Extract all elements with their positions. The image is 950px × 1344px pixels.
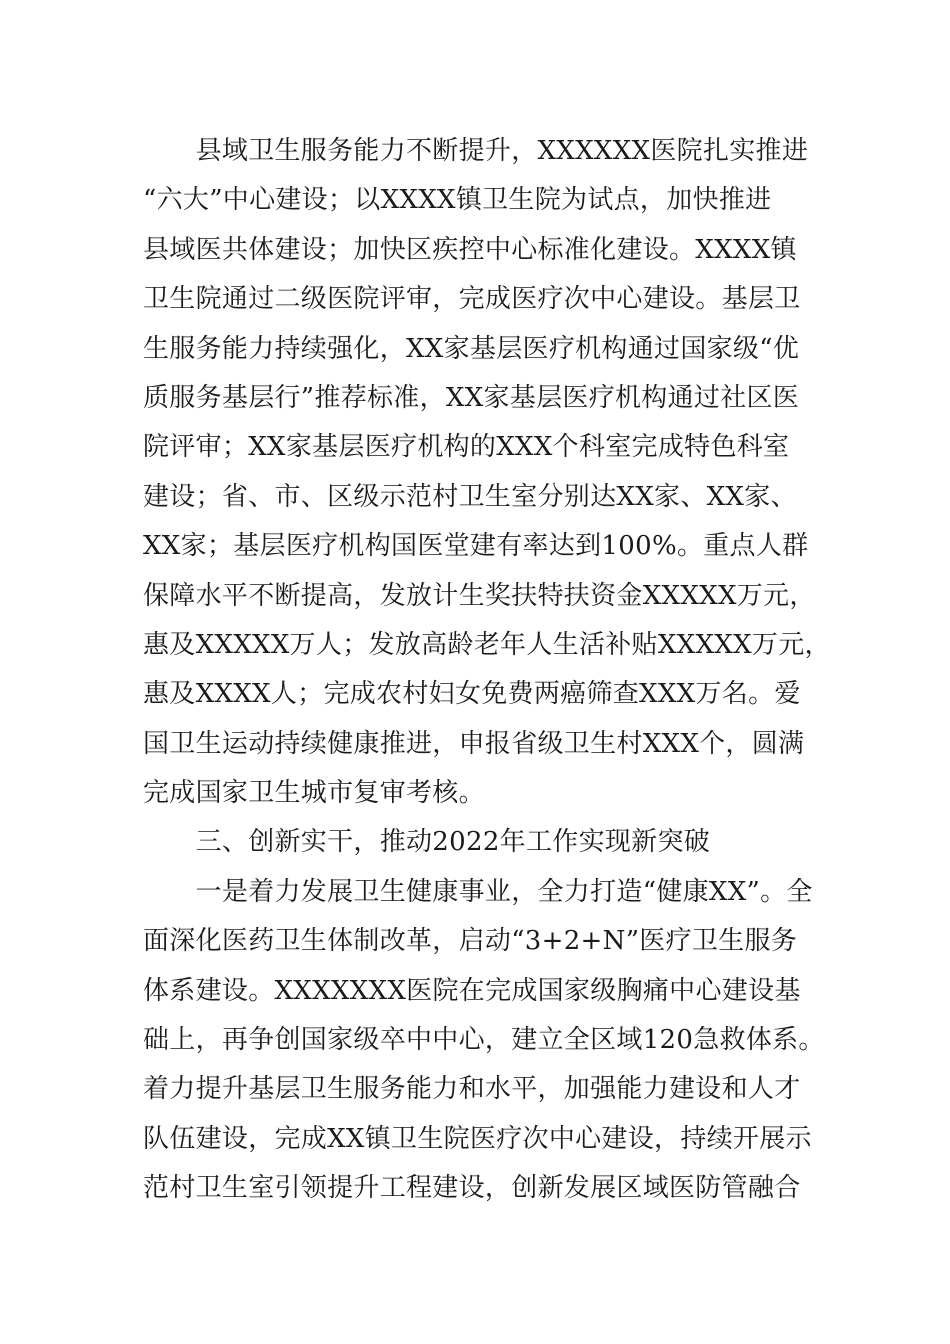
paragraph-line: 完成国家卫生城市复审考核。 [143, 778, 485, 809]
paragraph-line: 面深化医药卫生体制改革，启动“3+2+N”医疗卫生服务 [143, 926, 798, 957]
paragraph-line: 保障水平不断提高，发放计生奖扶特扶资金XXXXX万元， [143, 580, 816, 611]
paragraph-line: 县域卫生服务能力不断提升，XXXXXX医院扎实推进 [143, 136, 809, 166]
paragraph-line: 卫生院通过二级医院评审，完成医疗次中心建设。基层卫 [143, 284, 801, 315]
paragraph-line: 惠及XXXX人；完成农村妇女免费两癌筛查XXX万名。爱 [143, 679, 801, 710]
paragraph-line: 院评审；XX家基层医疗机构的XXX个科室完成特色科室 [143, 432, 790, 463]
paragraph-line: 国卫生运动持续健康推进，申报省级卫生村XXX个，圆满 [143, 728, 805, 759]
paragraph-line: 体系建设。XXXXXXX医院在完成国家级胸痛中心建设基 [143, 975, 801, 1006]
paragraph-line: 建设；省、市、区级示范村卫生室分别达XX家、XX家、 [143, 481, 797, 512]
paragraph-line: 范村卫生室引领提升工程建设，创新发展区域医防管融合 [143, 1173, 801, 1204]
paragraph-line: XX家；基层医疗机构国医堂建有率达到100%。重点人群 [143, 531, 809, 562]
paragraph-line: 一是着力发展卫生健康事业，全力打造“健康XX”。全 [143, 876, 813, 907]
document-body [143, 127, 833, 1214]
paragraph-line: 础上，再争创国家级卒中中心，建立全区域120急救体系。 [143, 1025, 825, 1056]
section-heading: 三、创新实干，推动2022年工作实现新突破 [143, 827, 711, 858]
paragraph-line: 着力提升基层卫生服务能力和水平，加强能力建设和人才 [143, 1074, 801, 1105]
paragraph-line: 县域医共体建设；加快区疾控中心标准化建设。XXXX镇 [143, 234, 797, 265]
paragraph-line: “六大”中心建设；以XXXX镇卫生院为试点，加快推进 [143, 185, 772, 216]
paragraph-line: 惠及XXXXX万人；发放高龄老年人生活补贴XXXXX万元， [143, 629, 831, 660]
paragraph-line: 队伍建设，完成XX镇卫生院医疗次中心建设，持续开展示 [143, 1123, 812, 1154]
paragraph-line: 质服务基层行”推荐标准，XX家基层医疗机构通过社区医 [143, 382, 800, 413]
paragraph-line: 生服务能力持续强化，XX家基层医疗机构通过国家级“优 [143, 333, 800, 364]
